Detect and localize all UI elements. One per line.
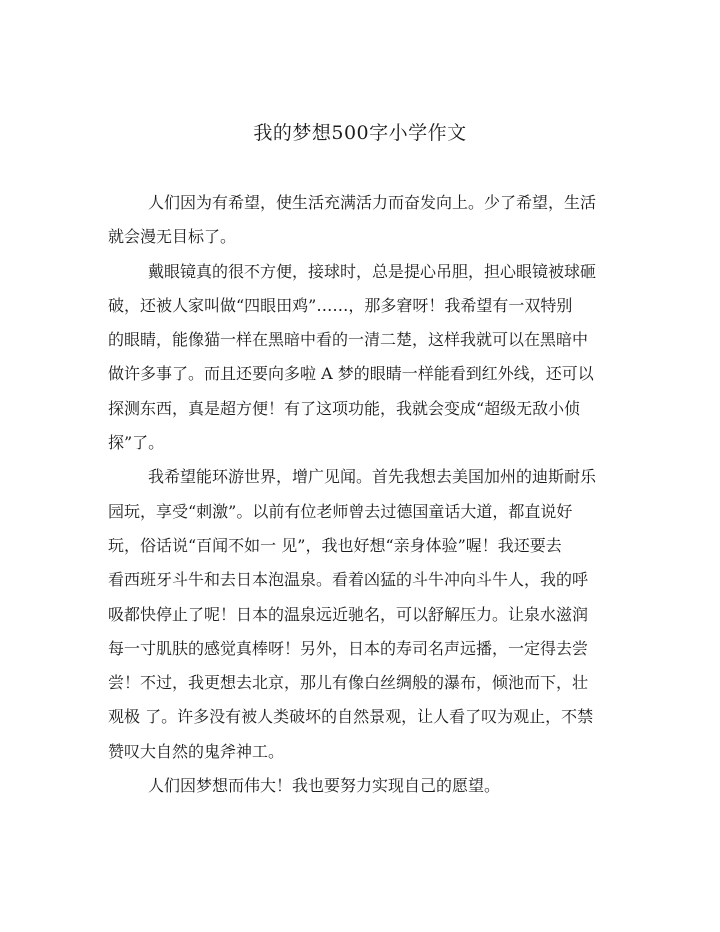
paragraph-4 — [108, 769, 612, 803]
text-line: 尝！不过，我更想去北京，那儿有像白丝绸般的瀑布，倾池而下，壮 — [108, 673, 589, 693]
text-line: 探”了。 — [108, 433, 165, 453]
text-line: 人们因为有希望，使生活充满活力而奋发向上。少了希望，生活 — [148, 193, 597, 212]
text-line: 看西班牙斗牛和去日本泡温泉。看着凶猛的斗牛冲向斗牛人，我的呼 — [108, 570, 589, 590]
text-line: 玩，俗话说“百闻不如一 见”，我也好想“亲身体验”喔！我还要去 — [108, 535, 562, 555]
text-line: 戴眼镜真的很不方便，接球时，总是提心吊胆，担心眼镜被球砸 — [148, 261, 597, 281]
text-line: 探测东西，真是超方便！有了这项功能，我就会变成“超级无敌小侦 — [108, 398, 581, 418]
text-line: 破，还被人家叫做“四眼田鸡”……，那多窘呀！我希望有一双特别 — [108, 295, 573, 315]
text-line: 观极 了。许多没有被人类破坏的自然景观，让人看了叹为观止，不禁 — [108, 707, 594, 727]
essay-body — [108, 186, 612, 803]
text-line: 就会漫无目标了。 — [108, 227, 237, 247]
text-line: 我希望能环游世界，增广见闻。首先我想去美国加州的迪斯耐乐 — [148, 467, 597, 487]
text-line: 吸都快停止了呢！日本的温泉远近驰名，可以舒解压力。让泉水滋润 — [108, 604, 589, 624]
text-line: 赞叹大自然的鬼斧神工。 — [108, 741, 285, 761]
paragraph-3 — [108, 460, 612, 769]
paragraph-1 — [108, 186, 612, 255]
text-line: 做许多事了。而且还要向多啦 A 梦的眼睛一样能看到红外线，还可以 — [108, 364, 594, 384]
paragraph-2 — [108, 255, 612, 461]
page-title: 我的梦想500字小学作文 — [253, 122, 467, 144]
text-line: 人们因梦想而伟大！我也要努力实现自己的愿望。 — [148, 776, 501, 796]
text-line: 的眼睛，能像猫一样在黑暗中看的一清二楚，这样我就可以在黑暗中 — [108, 330, 589, 350]
text-line: 每一寸肌肤的感觉真棒呀！另外，日本的寿司名声远播，一定得去尝 — [108, 638, 589, 658]
text-line: 园玩，享受“刺激”。以前有位老师曾去过德国童话大道，都直说好 — [108, 501, 573, 521]
